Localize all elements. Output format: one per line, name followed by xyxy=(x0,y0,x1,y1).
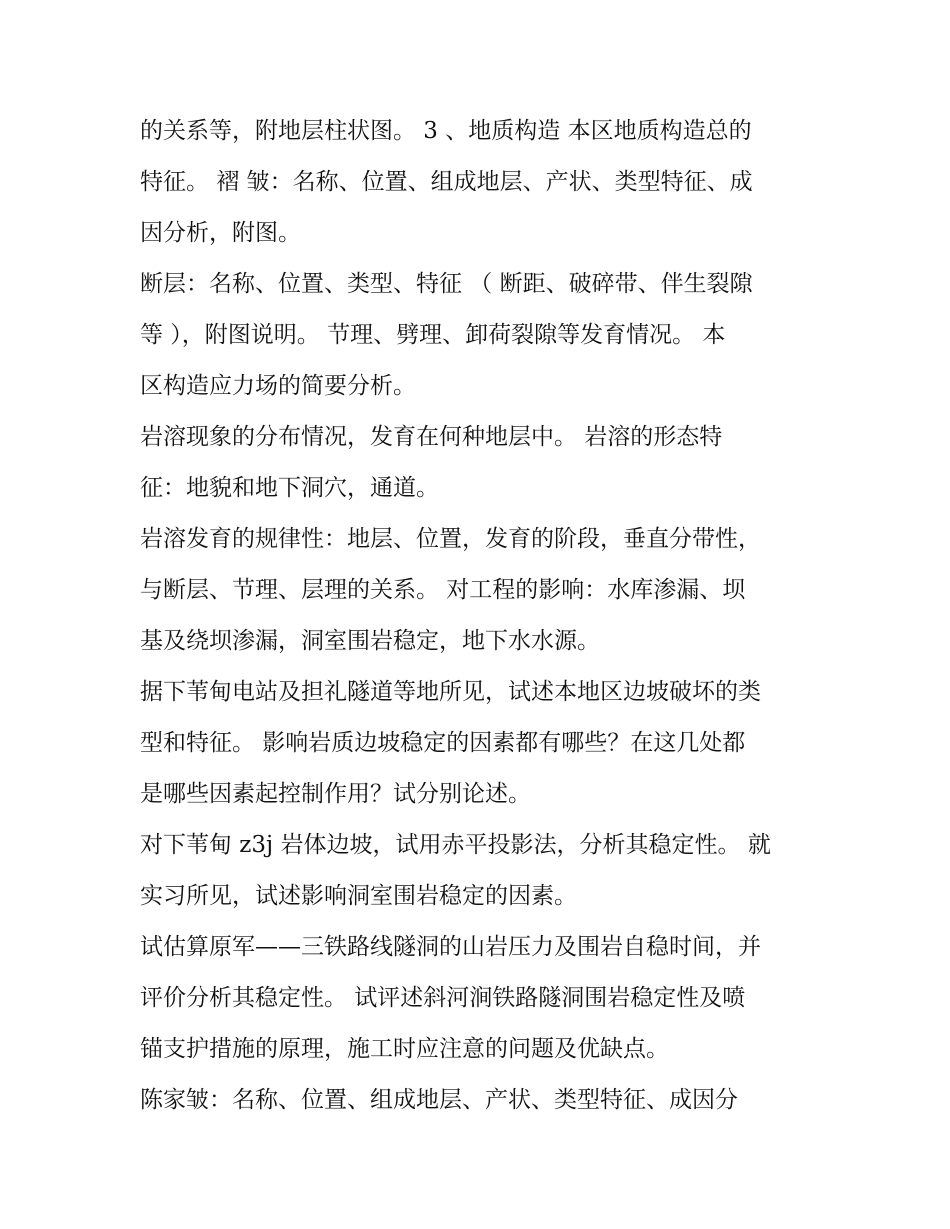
text-line: 区构造应力场的简要分析。 xyxy=(140,373,416,399)
text-line: 征：地貌和地下洞穴，通道。 xyxy=(140,475,439,501)
document-body xyxy=(140,106,820,1126)
text-line: 对下苇甸 z3j 岩体边坡，试用赤平投影法，分析其稳定性。 就 xyxy=(140,832,771,858)
text-line: 锚支护措施的原理，施工时应注意的问题及优缺点。 xyxy=(140,1036,669,1062)
paragraph xyxy=(140,922,820,1075)
paragraph xyxy=(140,412,820,514)
text-line: 实习所见，试述影响洞室围岩稳定的因素。 xyxy=(140,883,577,909)
text-line: 因分析，附图。 xyxy=(140,220,301,246)
text-line: 据下苇甸电站及担礼隧道等地所见，试述本地区边坡破坏的类 xyxy=(140,679,761,705)
text-line: 特征。 褶 皱：名称、位置、组成地层、产状、类型特征、成 xyxy=(140,169,753,195)
paragraph xyxy=(140,106,820,259)
text-line: 岩溶发育的规律性：地层、位置，发育的阶段，垂直分带性， xyxy=(140,526,761,552)
text-line: 岩溶现象的分布情况，发育在何种地层中。 岩溶的形态特 xyxy=(140,424,723,450)
text-line: 基及绕坝渗漏，洞室围岩稳定，地下水水源。 xyxy=(140,628,600,654)
text-line: 陈家皱：名称、位置、组成地层、产状、类型特征、成因分 xyxy=(140,1087,738,1113)
text-line: 是哪些因素起控制作用？试分别论述。 xyxy=(140,781,531,807)
text-line: 等 ），附图说明。 节理、劈理、卸荷裂隙等发育情况。 本 xyxy=(140,322,726,348)
text-line: 试估算原军——三铁路线隧洞的山岩压力及围岩自稳时间，并 xyxy=(140,934,761,960)
text-line: 与断层、节理、层理的关系。 对工程的影响：水库渗漏、坝 xyxy=(140,577,746,603)
paragraph xyxy=(140,259,820,412)
paragraph xyxy=(140,820,820,922)
paragraph xyxy=(140,667,820,820)
text-line: 断层：名称、位置、类型、特征 （ 断距、破碎带、伴生裂隙 xyxy=(140,271,753,297)
paragraph xyxy=(140,514,820,667)
text-line: 的关系等，附地层柱状图。 3 、地质构造 本区地质构造总的 xyxy=(140,118,752,144)
paragraph xyxy=(140,1075,820,1126)
text-line: 型和特征。 影响岩质边坡稳定的因素都有哪些？在这几处都 xyxy=(140,730,746,756)
text-line: 评价分析其稳定性。 试评述斜河涧铁路隧洞围岩稳定性及喷 xyxy=(140,985,746,1011)
